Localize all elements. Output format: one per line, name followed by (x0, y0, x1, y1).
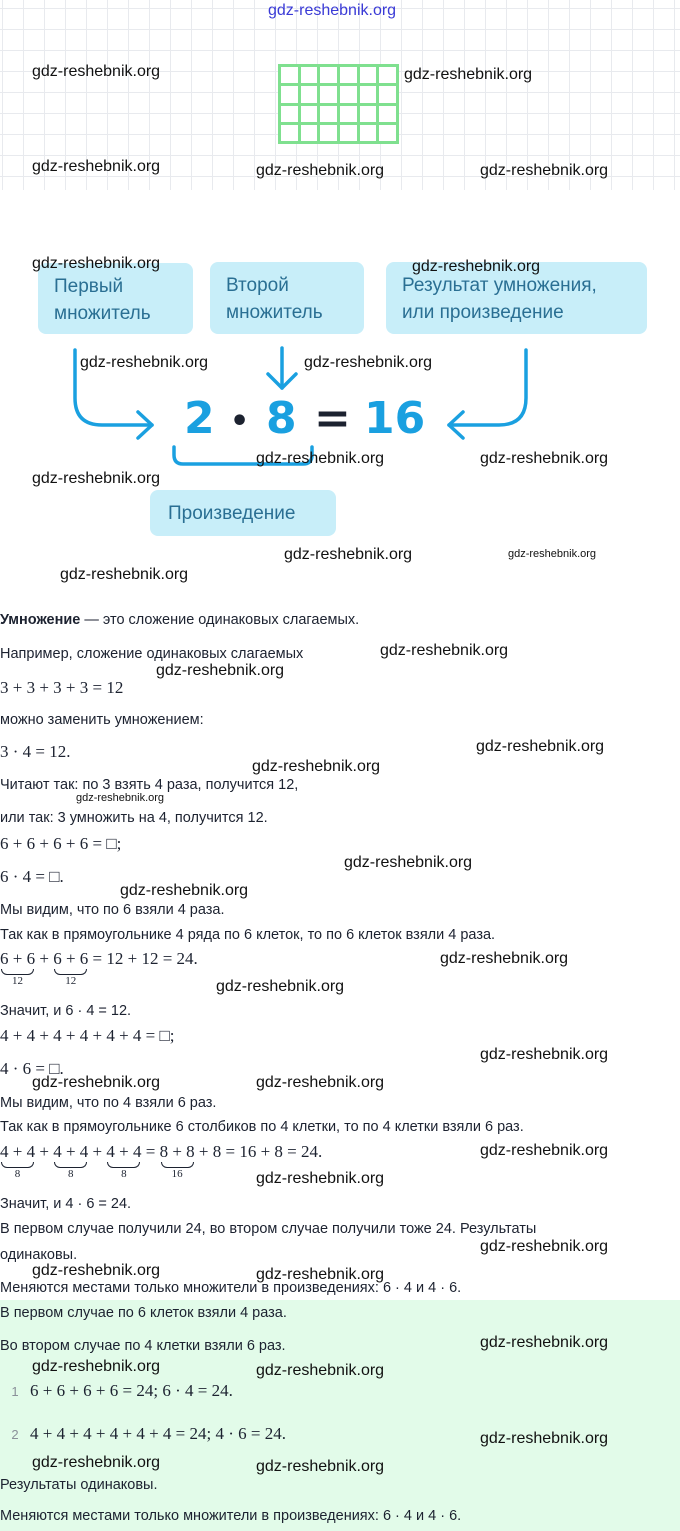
watermark: gdz-reshebnik.org (480, 1142, 609, 1159)
watermark: gdz-reshebnik.org (32, 255, 161, 272)
watermark: gdz-reshebnik.org (76, 792, 165, 804)
text-line-18: Значит, и 4 · 6 = 24. (0, 1196, 132, 1212)
text-line-16: Так как в прямоугольнике 6 столбиков по 4 клетки, то по 4 клетки взяли 6 раз. (0, 1119, 524, 1135)
watermark: gdz-reshebnik.org (476, 738, 605, 755)
expr-product: 16 (364, 393, 426, 444)
answer-expression-2: 4 + 4 + 4 + 4 + 4 + 4 = 24; 4 · 6 = 24. (30, 1424, 286, 1443)
text-line-2: 3 + 3 + 3 + 3 = 12 (0, 678, 124, 697)
text-line-19: В первом случае получили 24, во втором случае получили тоже 24. Результаты (0, 1221, 537, 1237)
watermark: gdz-reshebnik.org (344, 854, 473, 871)
watermark: gdz-reshebnik.org (256, 1266, 385, 1283)
list-number: 1 (11, 1384, 19, 1399)
text-line-7: 6 + 6 + 6 + 6 = □; (0, 834, 122, 853)
text-line-11: 6 + 6 12 + 6 + 6 12 = 12 + 12 = 24. (0, 949, 198, 987)
second-factor-label: Второй множитель (210, 262, 364, 334)
list-number: 2 (11, 1427, 19, 1442)
watermark: gdz-reshebnik.org (32, 1358, 161, 1375)
text-line-14: 4 · 6 = □. (0, 1059, 64, 1078)
watermark: gdz-reshebnik.org (268, 2, 397, 19)
definition-term: Умножение (0, 612, 81, 628)
answer-line-3: Результаты одинаковы. (0, 1477, 158, 1493)
watermark: gdz-reshebnik.org (480, 450, 609, 467)
watermark: gdz-reshebnik.org (480, 1046, 609, 1063)
watermark: gdz-reshebnik.org (304, 354, 433, 371)
expr-first-factor: 2 (184, 393, 215, 444)
watermark: gdz-reshebnik.org (380, 642, 509, 659)
watermark: gdz-reshebnik.org (252, 758, 381, 775)
watermark: gdz-reshebnik.org (60, 566, 189, 583)
watermark: gdz-reshebnik.org (216, 978, 345, 995)
text-line-13: 4 + 4 + 4 + 4 + 4 + 4 = □; (0, 1026, 175, 1045)
text-line-8: 6 · 4 = □. (0, 867, 64, 886)
definition-line (0, 612, 359, 628)
watermark: gdz-reshebnik.org (480, 162, 609, 179)
underbrace-group: 4 + 4 8 (53, 1142, 89, 1180)
text-line-1: Например, сложение одинаковых слагаемых (0, 646, 304, 662)
expr-equals: = (314, 393, 351, 444)
watermark: gdz-reshebnik.org (120, 882, 249, 899)
watermark: gdz-reshebnik.org (256, 1458, 385, 1475)
watermark: gdz-reshebnik.org (32, 1454, 161, 1471)
text-line-20: одинаковы. (0, 1247, 78, 1263)
watermark: gdz-reshebnik.org (412, 258, 541, 275)
watermark: gdz-reshebnik.org (256, 1170, 385, 1187)
answer-item-2 (0, 1424, 286, 1444)
watermark: gdz-reshebnik.org (480, 1430, 609, 1447)
watermark: gdz-reshebnik.org (440, 950, 569, 967)
text-line-3: можно заменить умножением: (0, 712, 204, 728)
text-line-15: Мы видим, что по 4 взяли 6 раз. (0, 1095, 217, 1111)
text-line-10: Так как в прямоугольнике 4 ряда по 6 клеток, то по 6 клеток взяли 4 раза. (0, 927, 496, 943)
watermark: gdz-reshebnik.org (32, 470, 161, 487)
watermark: gdz-reshebnik.org (32, 158, 161, 175)
underbrace-group: 4 + 4 8 (0, 1142, 36, 1180)
text-line-9: Мы видим, что по 6 взяли 4 раза. (0, 902, 225, 918)
definition-text: — это сложение одинаковых слагаемых. (80, 612, 360, 628)
underbrace-group: 8 + 8 16 (159, 1142, 195, 1180)
watermark: gdz-reshebnik.org (284, 546, 413, 563)
watermark: gdz-reshebnik.org (32, 63, 161, 80)
green-rectangle-6x4 (278, 64, 399, 144)
answer-line-2: Во втором случае по 4 клетки взяли 6 раз. (0, 1338, 286, 1354)
watermark: gdz-reshebnik.org (156, 662, 285, 679)
watermark: gdz-reshebnik.org (256, 450, 385, 467)
watermark: gdz-reshebnik.org (32, 1262, 161, 1279)
text-line-21: Меняются местами только множители в произведениях: 6 · 4 и 4 · 6. (0, 1280, 462, 1296)
product-label: Произведение (150, 490, 336, 536)
watermark: gdz-reshebnik.org (256, 1074, 385, 1091)
watermark: gdz-reshebnik.org (404, 66, 533, 83)
text-line-12: Значит, и 6 · 4 = 12. (0, 1003, 132, 1019)
first-factor-label: Первый множитель (38, 263, 193, 334)
answer-item-1 (0, 1381, 233, 1401)
text-line-4: 3 · 4 = 12. (0, 742, 71, 761)
watermark: gdz-reshebnik.org (480, 1334, 609, 1351)
watermark: gdz-reshebnik.org (32, 1074, 161, 1091)
expr-second-factor: 8 (266, 393, 297, 444)
watermark: gdz-reshebnik.org (508, 548, 597, 560)
answer-line-4: Меняются местами только множители в произведениях: 6 · 4 и 4 · 6. (0, 1508, 462, 1524)
watermark: gdz-reshebnik.org (80, 354, 209, 371)
expr-multiply-dot: • (230, 404, 250, 439)
answer-line-1: В первом случае по 6 клеток взяли 4 раза. (0, 1305, 287, 1321)
text-line-6: или так: 3 умножить на 4, получится 12. (0, 810, 268, 826)
watermark: gdz-reshebnik.org (480, 1238, 609, 1255)
watermark: gdz-reshebnik.org (256, 162, 385, 179)
result-label: Результат умножения, или произведение (386, 262, 647, 334)
underbrace-group: 4 + 4 8 (106, 1142, 142, 1180)
text-line-5: Читают так: по 3 взять 4 раза, получится 12, (0, 777, 299, 793)
underbrace-group: 6 + 6 12 (53, 949, 89, 987)
text-line-17: 4 + 4 8 + 4 + 4 8 + 4 + 4 8 = 8 + 8 16 + 8 = 16 + 8 = 24. (0, 1142, 323, 1180)
watermark: gdz-reshebnik.org (256, 1362, 385, 1379)
answer-expression-1: 6 + 6 + 6 + 6 = 24; 6 · 4 = 24. (30, 1381, 233, 1400)
underbrace-group: 6 + 6 12 (0, 949, 36, 987)
